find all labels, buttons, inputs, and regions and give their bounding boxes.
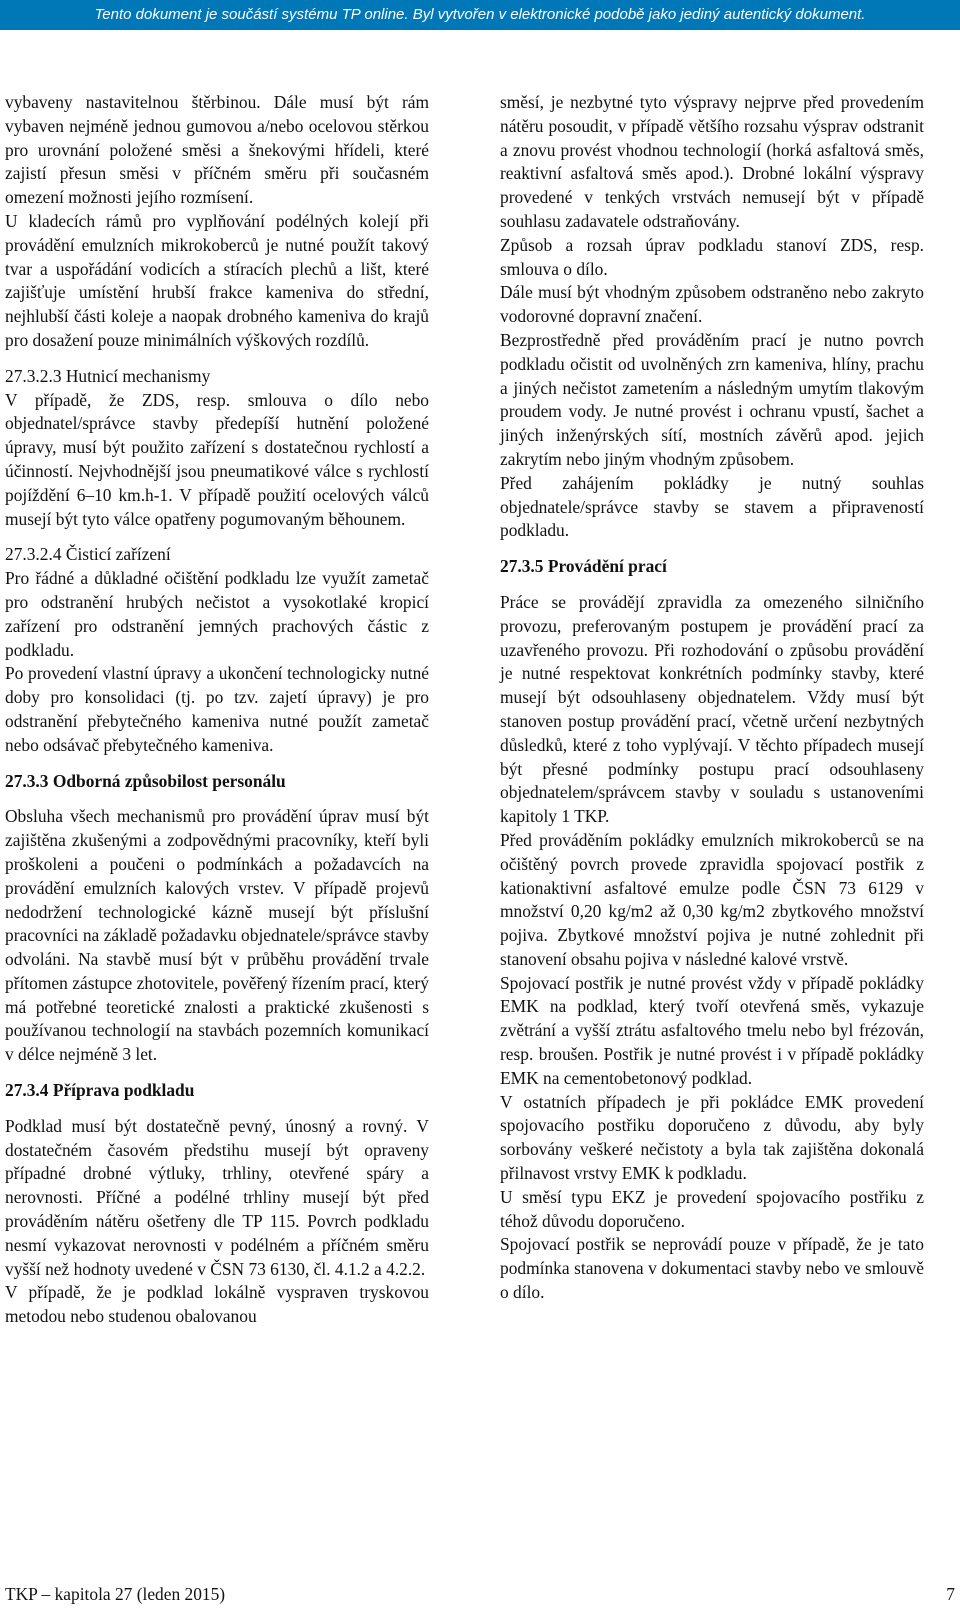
online-system-notice-banner: Tento dokument je součástí systému TP online. Byl vytvořen v elektronické podobě jako jediný autentický dokument. xyxy=(0,0,960,30)
footer-document-title: TKP – kapitola 27 (leden 2015) xyxy=(5,1584,226,1604)
paragraph: Bezprostředně před prováděním prací je nutno povrch podkladu očistit od uvolněných zrn kameniva, hlíny, prachu a jiných nečistot zametením a následným umytím tlakovým proudem vody. Je nutné provést i ochranu vpustí, šachet a jiných inženýrských sítí, mostních závěrů apod. jejich zakrytím nebo jiným vhodným způsobem. xyxy=(500,329,924,469)
paragraph: V ostatních případech je při pokládce EMK provedení spojovacího postřiku doporučeno z důvodu, aby byly sorbovány veškeré nečistoty a byla tak zajištěna dokonalá přilnavost vrstvy EMK k podkladu. xyxy=(500,1091,924,1184)
paragraph: Obsluha všech mechanismů pro provádění úprav musí být zajištěna zkušenými a zodpovědnými pracovníky, kteří byli proškoleni a poučeni o podmínkách a požadavcích na provádění emulzních kalových vrstev. V případě projevů nedodržení technologické kázně musejí být příslušní pracovníci na základě požadavku objednatele/správce stavby odvoláni. Na stavbě musí být v průběhu provádění trvale přítomen zástupce zhotovitele, pověřený řízením prací, který má potřebné teoretické znalosti a praktické zkušenosti s používanou technologií na stavbách pozemních komunikací v délce nejméně 3 let. xyxy=(5,806,429,1065)
paragraph: Práce se provádějí zpravidla za omezeného silničního provozu, preferovaným postupem je provádění prací za uzavřeného provozu. Při rozhodování o způsobu provádění je nutné respektovat konkrétních podmínky stavby, které musejí být odsouhlaseny objednatelem. Vždy musí být stanoven postup provádění prací, včetně určení nezbytných důsledků, které z toho vyplývají. V těchto případech musejí být přesné podmínky postupu prací odsouhlaseny objednatelem/správcem stavby v souladu s ustanoveními kapitoly 1 TKP. xyxy=(500,591,924,827)
paragraph: Po provedení vlastní úpravy a ukončení technologicky nutné doby pro konsolidaci (tj. po tzv. zajetí úpravy) je pro odstranění přebytečného kameniva nutné použít zametač nebo odsávač přebytečného kameniva. xyxy=(5,663,429,755)
paragraph: Podklad musí být dostatečně pevný, únosný a rovný. V dostatečném časovém předstihu musejí být opraveny případné drobné výtluky, trhliny, otevřené spáry a nerovnosti. Příčné a podélné trhliny musejí být před prováděním nátěru ošetřeny dle TP 115. Povrch podkladu nesmí vykazovat nerovnosti v podélném a příčném směru vyšší než hodnoty uvedené v ČSN 73 6130, čl. 4.1.2 a 4.2.2. xyxy=(5,1115,429,1279)
paragraph: Dále musí být vhodným způsobem odstraněno nebo zakryto vodorovné dopravní značení. xyxy=(500,282,924,327)
paragraph: vybaveny nastavitelnou štěrbinou. Dále musí být rám vybaven nejméně jednou gumovou a/nebo ocelovou stěrkou pro urovnání položené směsi a šnekovými hřídeli, které zajistí přesun směsi v příčném směru při současném omezení možnosti jejího rozmísení. xyxy=(5,92,429,208)
right-text-column xyxy=(500,91,924,1305)
paragraph: Spojovací postřik se neprovádí pouze v případě, že je tato podmínka stanovena v dokumentaci stavby nebo ve smlouvě o dílo. xyxy=(500,1234,924,1303)
paragraph: Spojovací postřik je nutné provést vždy v případě pokládky EMK na podklad, který tvoří otevřená směs, vykazuje zvětrání a vyšší ztrátu asfaltového tmelu nebo byl frézován, resp. broušen. Postřik je nutné provést i v případě pokládky EMK na cementobetonový podklad. xyxy=(500,972,924,1088)
page-footer xyxy=(5,1583,955,1605)
paragraph: V případě, že ZDS, resp. smlouva o dílo nebo objednatel/správce stavby předepíší hutnění položené úpravy, musí být použito zařízení s dostatečnou rychlostí a účinností. Nejvhodnější jsou pneumatikové válce s rychlostí pojíždění 6–10 km.h-1. V případě použití ocelových válců musejí být tyto válce opatřeny pogumovaným běhounem. xyxy=(5,389,429,529)
subsection-heading-cistici-zarizeni: 27.3.2.4 Čisticí zařízení xyxy=(5,544,171,565)
paragraph: směsí, je nezbytné tyto výspravy nejprve před provedením nátěru posoudit, v případě většího rozsahu výsprav odstranit a znovu provést vhodnou technologií (horká asfaltová směs, reaktivní asfaltová směs apod.). Drobné lokální výspravy provedené v tenkých vrstvách nemusejí být v případě souhlasu zadavatele odstraňovány. xyxy=(500,92,924,231)
paragraph: Pro řádné a důkladné očištění podkladu lze využít zametač pro odstranění hrubých nečistot a vysokotlaké kropicí zařízení pro odstranění jemných prachových částic z podkladu. xyxy=(5,568,429,660)
subsection-heading-hutnici-mechanismy: 27.3.2.3 Hutnicí mechanismy xyxy=(5,365,211,386)
paragraph: U kladecích rámů pro vyplňování podélných kolejí při provádění emulzních mikrokoberců je nutné použít takový tvar a uspořádání vodicích a stíracích plechů a lišt, které zajišťuje umístění hrubší frakce kameniva do střední, nejhlubší části koleje a naopak drobného kameniva do krajů pro dosažení pouze minimálních výškových rozdílů. xyxy=(5,210,429,350)
paragraph: Způsob a rozsah úprav podkladu stanoví ZDS, resp. smlouva o dílo. xyxy=(500,234,924,279)
paragraph: V případě, že je podklad lokálně vyspraven tryskovou metodou nebo studenou obalovanou xyxy=(5,1282,429,1327)
section-heading-priprava-podkladu: 27.3.4 Příprava podkladu xyxy=(5,1080,195,1101)
section-heading-odborna-zpusobilost: 27.3.3 Odborná způsobilost personálu xyxy=(5,770,286,791)
left-text-column xyxy=(5,91,429,1329)
paragraph: Před zahájením pokládky je nutný souhlas objednatele/správce stavby se stavem a připraveností podkladu. xyxy=(500,472,924,541)
section-heading-provadeni-praci: 27.3.5 Provádění prací xyxy=(500,556,667,577)
paragraph: Před prováděním pokládky emulzních mikrokoberců se na očištěný povrch provede zpravidla spojovací postřik z kationaktivní asfaltové emulze podle ČSN 73 6129 v množství 0,20 kg/m2 až 0,30 kg/m2 zbytkového množství pojiva. Zbytkové množství pojiva je nutné zohlednit při stanovení obsahu pojiva v následné kalové vrstvě. xyxy=(500,829,924,969)
paragraph: U směsí typu EKZ je provedení spojovacího postřiku z téhož důvodu doporučeno. xyxy=(500,1186,924,1231)
page-number: 7 xyxy=(946,1584,955,1604)
